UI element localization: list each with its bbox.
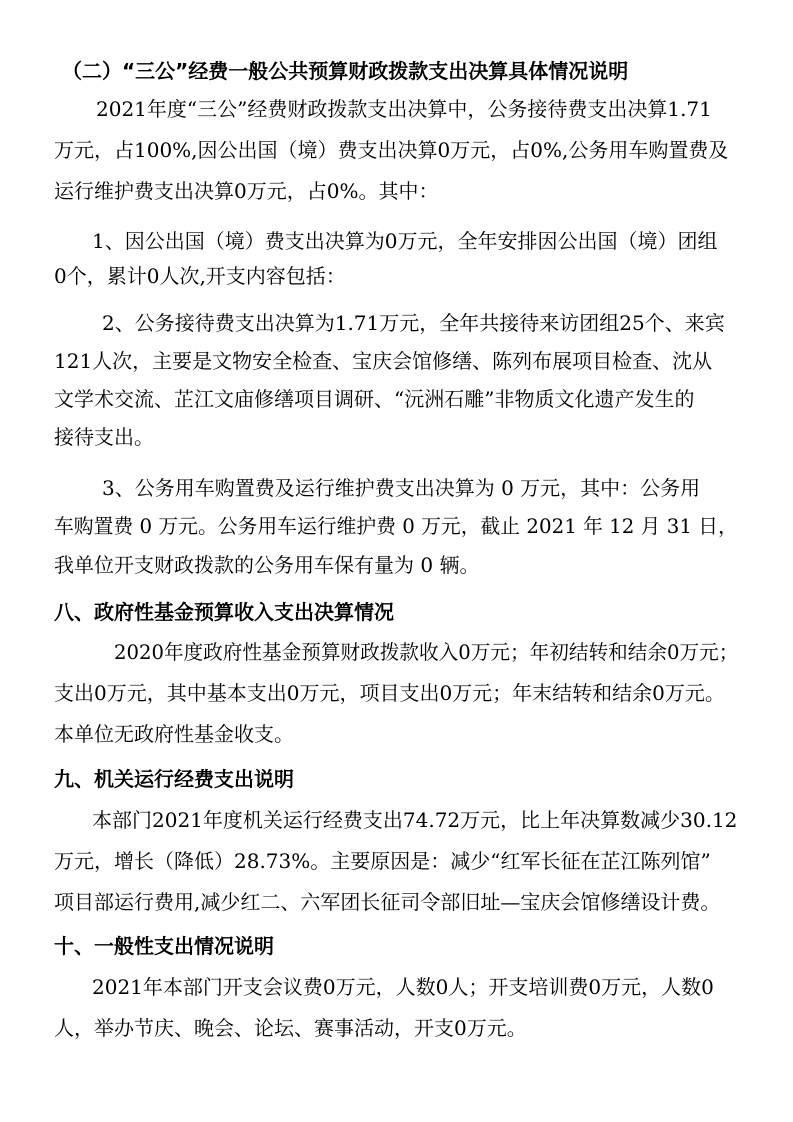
paragraph-line: 人，举办节庆、晚会、论坛、赛事活动，开支0万元。 [54, 1016, 527, 1040]
paragraph-line: 2020年度政府性基金预算财政拨款收入0万元；年初结转和结余0万元； [114, 640, 739, 664]
heading-general: 十、一般性支出情况说明 [54, 934, 274, 958]
paragraph-line: 本部门2021年度机关运行经费支出74.72万元，比上年决算数减少30.12 [92, 808, 738, 832]
paragraph-line: 接待支出。 [54, 425, 154, 449]
paragraph-line: 文学术交流、芷江文庙修缮项目调研、“沅洲石雕”非物质文化遗产发生的 [54, 387, 695, 411]
paragraph-line: 支出0万元，其中基本支出0万元，项目支出0万元；年末结转和结余0万元。 [54, 681, 725, 705]
heading-fund: 八、政府性基金预算收入支出决算情况 [54, 600, 394, 624]
paragraph-line: 3、公务用车购置费及运行维护费支出决算为 0 万元，其中：公务用 [102, 476, 701, 500]
paragraph-line: 车购置费 0 万元。公务用车运行维护费 0 万元，截止 2021 年 12 月 31 日， [54, 514, 738, 538]
heading-sanggong: （二）“三公”经费一般公共预算财政拨款支出决算具体情况说明 [62, 59, 629, 83]
paragraph-line: 本单位无政府性基金收支。 [54, 722, 294, 746]
paragraph-line: 我单位开支财政拨款的公务用车保有量为 0 辆。 [54, 553, 480, 577]
paragraph-line: 运行维护费支出决算0万元，占0%。其中： [54, 179, 439, 203]
paragraph-line: 2021年本部门开支会议费0万元，人数0人；开支培训费0万元，人数0 [92, 975, 714, 999]
paragraph-line: 121人次，主要是文物安全检查、宝庆会馆修缮、陈列布展项目检查、沈从 [54, 349, 713, 373]
paragraph-line: 2、公务接待费支出决算为1.71万元，全年共接待来访团组25个、来宾 [102, 311, 725, 335]
paragraph-line: 1、因公出国（境）费支出决算为0万元，全年安排因公出国（境）团组 [92, 229, 718, 253]
paragraph-line: 项目部运行费用,减少红二、六军团长征司令部旧址—宝庆会馆修缮设计费。 [54, 890, 721, 914]
paragraph-line: 0个，累计0人次,开支内容包括： [54, 264, 346, 288]
paragraph-line: 万元，增长（降低）28.73%。主要原因是：减少“红军长征在芷江陈列馆” [54, 849, 711, 873]
heading-operation: 九、机关运行经费支出说明 [54, 767, 294, 791]
paragraph-line: 2021年度“三公”经费财政拨款支出决算中，公务接待费支出决算1.71 [96, 97, 712, 121]
paragraph-line: 万元，占100%,因公出国（境）费支出决算0万元，占0%,公务用车购置费及 [54, 138, 729, 162]
